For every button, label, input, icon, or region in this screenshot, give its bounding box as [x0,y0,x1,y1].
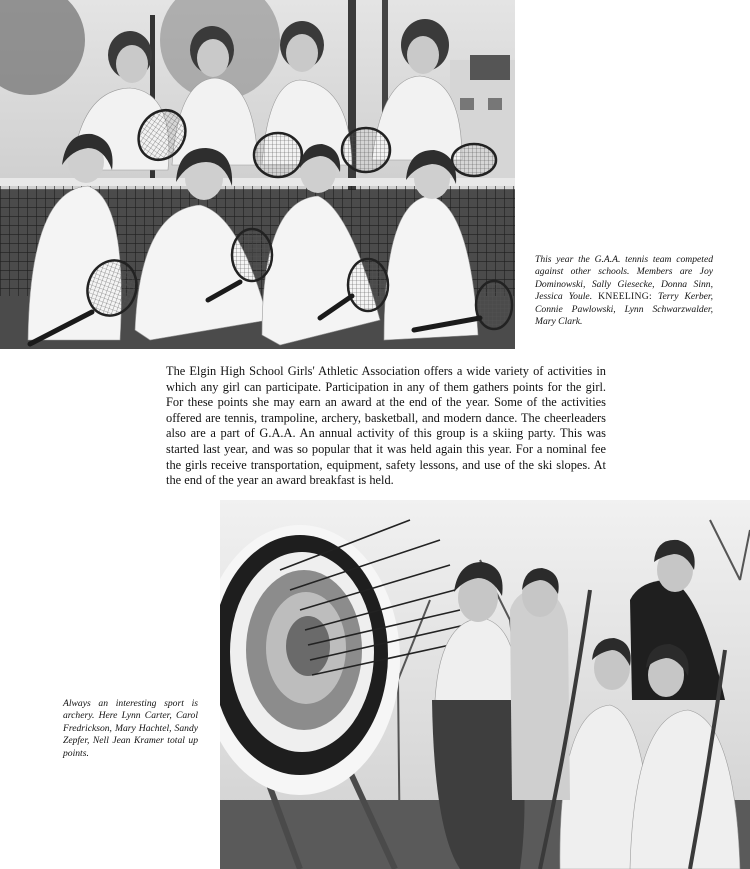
tennis-team-photo [0,0,515,349]
gaa-description-paragraph: The Elgin High School Girls' Athletic Association offers a wide variety of activities in which any girl can participate. Participation in any of them gathers points for the girl. For these points she may earn an award at the end of the year. Some of the activities offered are tennis, trampoline, archery, basketball, and modern dance. The cheerleaders also are a part of G.A.A. An annual activity of this group is a skiing party. This was started last year, and was so popular that it was held again this year. For a nominal fee the girls receive transportation, equipment, safety lessons, and use of the ski slopes. At the end of the year an award breakfast is held. [166,364,606,488]
tennis-caption-intro: This year the G.A.A. tennis team competed against other schools. Members are Joy Dominowski, Sally Giesecke, Donna Sinn, Jessica Youle. [535,254,713,303]
tennis-caption-kneeling-names: Terry Kerber, Connie Pawlowski, Lynn Schwarzwalder, Mary Clark. [535,291,713,328]
tennis-photo-caption [535,254,713,328]
archery-photo-caption: Always an interesting sport is archery. Here Lynn Carter, Carol Fredrickson, Mary Hachtel, Sandy Zepfer, Nell Jean Kramer total up points. [63,698,198,759]
archery-photo [220,500,750,869]
tennis-caption-kneeling-label: KNEELING: [598,291,652,303]
